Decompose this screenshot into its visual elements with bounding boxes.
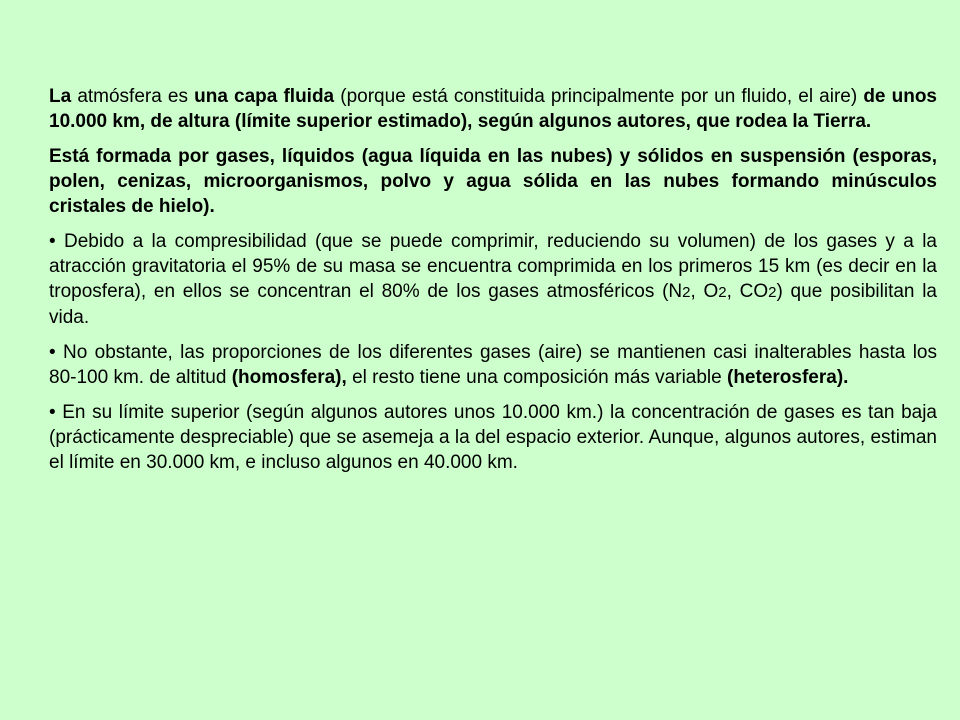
paragraph-compressibility: [49, 229, 937, 330]
text-segment: (heterosfera).: [727, 367, 849, 388]
text-segment: (porque está constituida principalmente por un fluido, el aire): [334, 86, 864, 107]
text-segment: • En su límite superior (según algunos autores unos 10.000 km.) la concentración de gases es tan baja (prácticamente despreciable) que se asemeja a la del espacio exterior. Aunque, algunos autores, estiman el límite en 30.000 km, e incluso algunos en 40.000 km.: [49, 402, 937, 473]
subscript: 2: [718, 284, 727, 301]
subscript: 2: [768, 284, 777, 301]
text-segment: el resto tiene una composición más variable: [346, 367, 727, 388]
text-segment: • No obstante, las proporciones de los diferentes gases (aire) se mantienen casi inalterables hasta los 80-100 km. de altitud: [49, 342, 937, 388]
slide-body: [49, 84, 937, 485]
text-segment: atmósfera es: [71, 86, 195, 107]
text-segment: , O: [690, 281, 719, 302]
text-segment: de unos 10.000 km, de altura (límite superior estimado), según algunos autores, que rodea la Tierra.: [49, 86, 937, 132]
text-segment: una capa fluida: [194, 86, 335, 107]
paragraph-upper-limit: [49, 400, 937, 475]
paragraph-atmosphere-definition: [49, 84, 937, 134]
paragraph-composition: [49, 144, 937, 219]
text-segment: (homosfera),: [231, 367, 347, 388]
text-segment: , CO: [726, 281, 769, 302]
paragraph-homosphere: [49, 340, 937, 390]
text-segment: ) que posibilitan la vida.: [49, 281, 938, 328]
subscript: 2: [682, 284, 691, 301]
text-segment: Está formada por gases, líquidos (agua líquida en las nubes) y sólidos en suspensión (esporas, polen, cenizas, microorganismos, polvo y agua sólida en las nubes formando minúsculos cristales de hielo).: [49, 146, 937, 217]
text-segment: • Debido a la compresibilidad (que se puede comprimir, reduciendo su volumen) de los gases y a la atracción gravitatoria el 95% de su masa se encuentra comprimida en los primeros 15 km (es decir en la troposfera), en ellos se concentran el 80% de los gases atmosféricos (N: [49, 231, 937, 302]
text-segment: La: [49, 86, 72, 107]
